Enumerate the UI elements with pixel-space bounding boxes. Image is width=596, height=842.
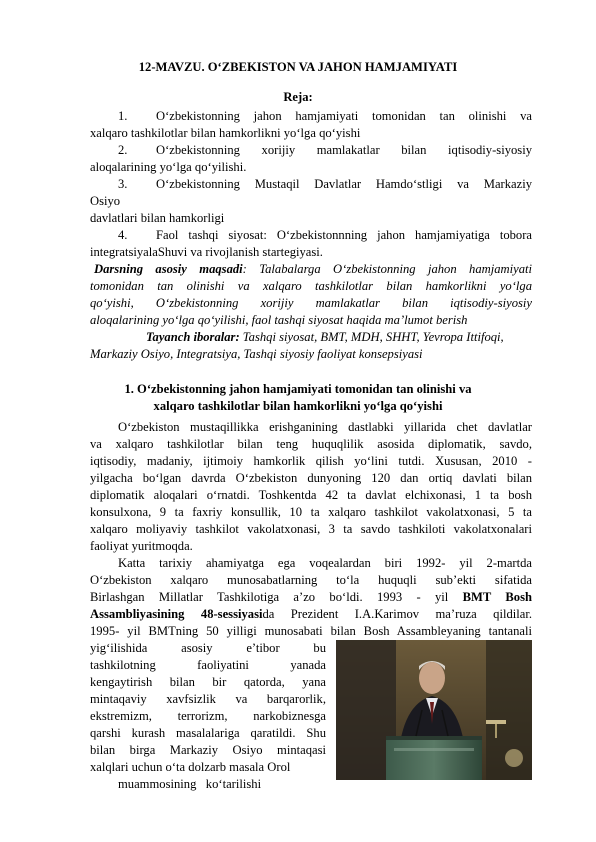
keywords-line-1 — [146, 330, 504, 345]
para1-line-1: O‘zbekiston mustaqillikka erishganining dastlabki yillarida chet davlatlar — [118, 420, 532, 434]
goal-text-1: : Talabalarga O‘zbekistonning jahon hamjamiyati — [242, 262, 533, 276]
para2-last-line: muammosining ko‘tarilishi — [118, 777, 262, 791]
plan-item-2-line-1: O‘zbekistonning xorijiy mamlakatlar bilan iqtisodiy-siyosiy — [156, 143, 532, 157]
goal-line-1 — [94, 262, 532, 277]
para2-line-3-text: Birlashgan Millatlar Tashkilotiga a’zo bo‘ldi. 1993 - yil — [90, 590, 463, 604]
para2-narrow-line-6: qarshi kurash masalalariga qaratildi. Shu — [90, 726, 326, 740]
keywords-text-1: Tashqi siyosat, BMT, MDH, SHHT, Yevropa Ittifoqi, — [239, 330, 504, 344]
para2-line-3 — [90, 590, 532, 605]
para2-line-4 — [90, 607, 532, 622]
goal-line-2: tomonidan tan olinishi va xalqaro tashkilotlar bilan hamkorlikni yo‘lga — [90, 279, 532, 293]
para1-line-4: yilgacha bo‘lgan davrda O‘zbekiston dunyoning 120 dan ortiq davlati bilan — [90, 471, 532, 485]
para2-narrow-line-1: yig‘ilishida asosiy e’tibor bu — [90, 641, 326, 655]
para2-narrow-line-4: mintaqaviy xavfsizlik va barqarorlik, — [90, 692, 326, 706]
para2-line-5: 1995- yil BMTning 50 yilligi munosabati bilan Bosh Assambleyaning tantanali — [90, 624, 532, 638]
para2-narrow-line-2: tashkilotning faoliyatini yanada — [90, 658, 326, 672]
para1-line-2: va xalqaro tashkilotlar bilan teng huquqlilik asosida diplomatik, savdo, — [90, 437, 532, 451]
plan-item-1-number: 1. — [118, 109, 128, 123]
section-heading-line-1: 1. O‘zbekistonning jahon hamjamiyati tomonidan tan olinishi va — [124, 382, 472, 396]
para2-line-4-bold: Assambliyasining 48-sessiyasi — [90, 607, 263, 621]
para2-line-2: O‘zbekiston xalqaro munosabatlarning to‘la huquqli sub’ekti sifatida — [90, 573, 532, 587]
goal-line-3: qo‘yishi, O‘zbekistonning xorijiy mamlakatlar bilan iqtisodiy-siyosiy — [90, 296, 532, 310]
goal-line-4: aloqalarining yo‘lga qo‘yilishi, faol tashqi siyosat haqida ma’lumot berish — [90, 313, 468, 327]
plan-item-3-line-2: Osiyo — [90, 194, 121, 208]
para1-line-5: diplomatik aloqalari o‘rnatdi. Toshkentda 42 ta davlat elchixonasi, 1 ta bosh — [90, 488, 532, 502]
para2-narrow-line-7: bilan birga Markaziy Osiyo mintaqasi — [90, 743, 326, 757]
para2-narrow-line-5: ekstremizm, terrorizm, narkobiznesga — [90, 709, 326, 723]
page-title: 12-MAVZU. O‘ZBEKISTON VA JAHON HAMJAMIYATI — [138, 60, 458, 74]
para2-line-1: Katta tarixiy ahamiyatga ega voqealardan biri 1992- yil 2-martda — [118, 556, 532, 570]
plan-item-2-line-2: aloqalarining yo‘lga qo‘yilishi. — [90, 160, 247, 174]
para1-line-6: konsulxona, 9 ta faxriy konsullik, 10 ta xalqaro tashkilot vakolatxonasi, 5 ta — [90, 505, 532, 519]
para2-narrow-line-8: xalqlari uchun o‘ta dolzarb masala Orol — [90, 760, 291, 774]
goal-label: Darsning asosiy maqsadi — [94, 262, 243, 276]
para2-line-4-text: da Prezident I.A.Karimov ma’ruza qildilar. — [262, 607, 532, 621]
keywords-line-2: Markaziy Osiyo, Integratsiya, Tashqi siyosiy faoliyat konsepsiyasi — [90, 347, 423, 361]
para1-line-3: iqtisodiy, madaniy, ijtimoiy hamkorlik qilish yo‘lini tutdi. Xususan, 2010 - — [90, 454, 532, 468]
plan-heading: Reja: — [283, 90, 313, 104]
speaker-illustration — [336, 640, 532, 780]
section-heading-line-2: xalqaro tashkilotlar bilan hamkorlikni yo‘lga qo‘yishi — [153, 399, 443, 413]
para2-line-3-bold: BMT Bosh — [462, 590, 532, 604]
un-assembly-photo — [336, 640, 532, 780]
plan-item-3-line-3: davlatlari bilan hamkorligi — [90, 211, 225, 225]
plan-item-2-number: 2. — [118, 143, 128, 157]
plan-item-4-number: 4. — [118, 228, 128, 242]
plan-item-4-line-1: Faol tashqi siyosat: O‘zbekistonnning jahon hamjamiyatiga tobora — [156, 228, 532, 242]
para1-line-8: faoliyat yuritmoqda. — [90, 539, 193, 553]
plan-item-1-line-2: xalqaro tashkilotlar bilan hamkorlikni yo‘lga qo‘yishi — [90, 126, 361, 140]
para1-line-7: xalqaro moliyaviy tashkilot vakolatxonasi, 3 ta savdo tashkiloti vakolatxonalari — [90, 522, 532, 536]
para2-narrow-line-3: kengaytirish bilan bir qatorda, yana — [90, 675, 326, 689]
plan-item-1-line-1: O‘zbekistonning jahon hamjamiyati tomonidan tan olinishi va — [156, 109, 532, 123]
plan-item-3-number: 3. — [118, 177, 128, 191]
plan-item-4-line-2: integratsiyalaShuvi va rivojlanish startegiyasi. — [90, 245, 323, 259]
keywords-label: Tayanch iboralar: — [146, 330, 240, 344]
plan-item-3-line-1: O‘zbekistonning Mustaqil Davlatlar Hamdo‘stligi va Markaziy — [156, 177, 532, 191]
